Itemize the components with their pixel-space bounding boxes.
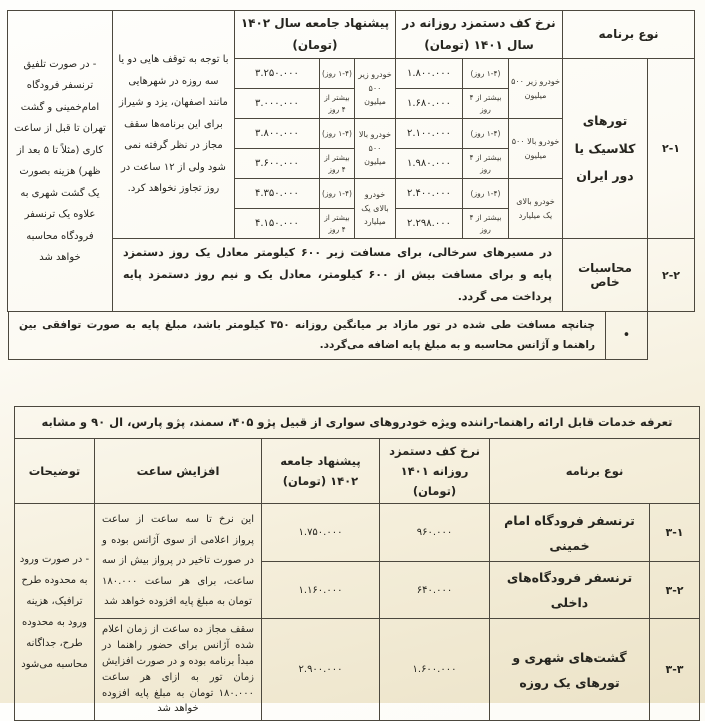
extra-hours-note-transfers: این نرخ تا سه ساعت از ساعت پرواز اعلامی از سوی آژانس بوده و در صورت تاخیر در پرواز بیش از سه ساعت، برای هر ساعت ۱۸۰.۰۰۰ تومان به مبلغ پایه افزوده خواهد شد [95, 504, 262, 619]
rate-1401-value: ۱.۹۸۰.۰۰۰ [395, 149, 462, 179]
program-classic-tours: تورهای کلاسیک یا دور ایران [563, 59, 648, 239]
program-domestic-airport-transfer: ترنسفر فرودگاه‌های داخلی [490, 562, 650, 619]
duration-over-4-days: بیشتر از ۴ روز [319, 209, 354, 239]
header-notes: توضیحات [14, 438, 94, 503]
rate-1401-value: ۲.۴۰۰.۰۰۰ [395, 179, 462, 209]
vehicle-over-500m-1402: خودرو بالا ۵۰۰ میلیون [354, 119, 395, 179]
header-rate-1401: نرخ کف دستمزد روزانه در سال ۱۴۰۱ (تومان) [395, 11, 562, 59]
table-footnote [8, 312, 648, 360]
rate-1401-value: ۲.۱۰۰.۰۰۰ [395, 119, 462, 149]
note-combined-transfer: - در صورت تلفیق ترنسفر فرودگاه امام‌خمینی و گشت تهران تا قبل از ساعت کاری (مثلاً تا ۵ بعد از ظهر) هزینه بصورت یک گشت شهری به علاوه یک ترنسفر فرودگاه محاسبه خواهد شد [7, 11, 112, 312]
row-id-3-2: ۳-۲ [650, 562, 700, 619]
duration-over-4-days: بیشتر از ۴ روز [463, 89, 509, 119]
proposal-1402-value: ۳.۰۰۰.۰۰۰ [234, 89, 319, 119]
vehicle-under-500m-1402: خودرو زیر ۵۰۰ میلیون [354, 59, 395, 119]
table-title-row [14, 406, 699, 438]
traffic-zone-note: - در صورت ورود به محدوده طرح ترافیک، هزینه ورود به محدوده طرح، جداگانه محاسبه می‌شود [14, 504, 94, 721]
header-proposal-1402: پیشنهاد جامعه ۱۴۰۲ (تومان) [262, 438, 380, 503]
classic-tours-tariff-section [8, 10, 695, 360]
header-rate-1401: نرخ کف دستمزد روزانه ۱۴۰۱ (تومان) [380, 438, 490, 503]
extra-hours-note-tours: سقف مجاز ده ساعت از زمان اعلام شده آژانس برای حضور راهنما در مبدأ برنامه بوده و در صورت افزایش زمان تور به ازای هر ساعت ۱۸۰.۰۰۰ تومان به مبلغ پایه افزوده خواهد شد [95, 619, 262, 721]
table-row [14, 504, 699, 562]
header-proposal-1402: پیشنهاد جامعه سال ۱۴۰۲ (تومان) [234, 11, 395, 59]
classic-tours-tariff-table [7, 10, 695, 312]
table-header-row [14, 438, 699, 503]
scanned-tariff-document [0, 10, 705, 715]
rate-1401-value: ۱.۶۸۰.۰۰۰ [395, 89, 462, 119]
duration-1-4-days: (۱-۴ روز) [463, 59, 509, 89]
proposal-1402-value: ۴.۱۵۰.۰۰۰ [234, 209, 319, 239]
vehicle-under-500m-1401: خودرو زیر ۵۰۰ میلیون [509, 59, 563, 119]
rate-1401-value: ۶۴۰.۰۰۰ [380, 562, 490, 619]
header-program-type: نوع برنامه [563, 11, 695, 59]
duration-over-4-days: بیشتر از ۴ روز [319, 89, 354, 119]
row-id-3-3: ۳-۳ [650, 619, 700, 721]
driver-guide-tariff-table [14, 406, 700, 721]
proposal-1402-value: ۲.۹۰۰.۰۰۰ [262, 619, 380, 721]
program-special-calculations: محاسبات خاص [563, 239, 648, 312]
table-header-row [7, 11, 694, 59]
bullet-icon: • [605, 312, 647, 359]
rate-1401-value: ۹۶۰.۰۰۰ [380, 504, 490, 562]
table-row [14, 619, 699, 721]
program-ika-airport-transfer: ترنسفر فرودگاه امام خمینی [490, 504, 650, 562]
header-extra-hours: افزایش ساعت [95, 438, 262, 503]
program-city-tours-one-day: گشت‌های شهری و تورهای یک روزه [490, 619, 650, 721]
duration-1-4-days: (۱-۴ روز) [319, 179, 354, 209]
proposal-1402-value: ۳.۶۰۰.۰۰۰ [234, 149, 319, 179]
vehicle-over-1b-1401: خودرو بالای یک میلیارد [509, 179, 563, 239]
header-program-type: نوع برنامه [490, 438, 700, 503]
driver-guide-table-title: تعرفه خدمات قابل ارائه راهنما-راننده ویژه خودروهای سواری از قبیل پژو ۴۰۵، سمند، پژو پارس، ال ۹۰ و مشابه [14, 406, 699, 438]
duration-1-4-days: (۱-۴ روز) [463, 179, 509, 209]
duration-over-4-days: بیشتر از ۴ روز [463, 209, 509, 239]
proposal-1402-value: ۱.۱۶۰.۰۰۰ [262, 562, 380, 619]
row-id-3-1: ۳-۱ [650, 504, 700, 562]
footnote-text: چنانچه مسافت طی شده در تور مازاد بر میانگین روزانه ۳۵۰ کیلومتر باشد، مبلغ پایه به صورت توافقی بین راهنما و آژانس محاسبه و به مبلغ پایه اضافه می‌گردد. [19, 319, 595, 352]
row-id-2-2: ۲-۲ [648, 239, 695, 312]
special-calculations-text: در مسیرهای سرخالی، برای مسافت زیر ۶۰۰ کیلومتر معادل یک روز دستمزد پایه و برای مسافت بیش از ۶۰۰ کیلومتر، معادل یک و نیم روز دستمزد پایه پرداخت می گردد. [112, 239, 562, 312]
proposal-1402-value: ۳.۸۰۰.۰۰۰ [234, 119, 319, 149]
duration-1-4-days: (۱-۴ روز) [463, 119, 509, 149]
rate-1401-value: ۱.۸۰۰.۰۰۰ [395, 59, 462, 89]
duration-over-4-days: بیشتر از ۴ روز [319, 149, 354, 179]
duration-over-4-days: بیشتر از ۴ روز [463, 149, 509, 179]
duration-1-4-days: (۱-۴ روز) [319, 59, 354, 89]
proposal-1402-value: ۳.۲۵۰.۰۰۰ [234, 59, 319, 89]
duration-1-4-days: (۱-۴ روز) [319, 119, 354, 149]
rate-1401-value: ۲.۲۹۸.۰۰۰ [395, 209, 462, 239]
row-id-2-1: ۲-۱ [648, 59, 695, 239]
rate-1401-value: ۱.۶۰۰.۰۰۰ [380, 619, 490, 721]
vehicle-over-500m-1401: خودرو بالا ۵۰۰ میلیون [509, 119, 563, 179]
proposal-1402-value: ۱.۷۵۰.۰۰۰ [262, 504, 380, 562]
note-multi-day-stops: با توجه به توقف هایی دو یا سه روزه در شهرهایی مانند اصفهان، یزد و شیراز برای این برنامه‌ها سقف مجاز در نظر گرفته نمی شود ولی از ۱۲ ساعت در روز تجاوز نخواهد کرد. [112, 11, 234, 239]
proposal-1402-value: ۴.۳۵۰.۰۰۰ [234, 179, 319, 209]
vehicle-over-1b-1402: خودرو بالای یک میلیارد [354, 179, 395, 239]
